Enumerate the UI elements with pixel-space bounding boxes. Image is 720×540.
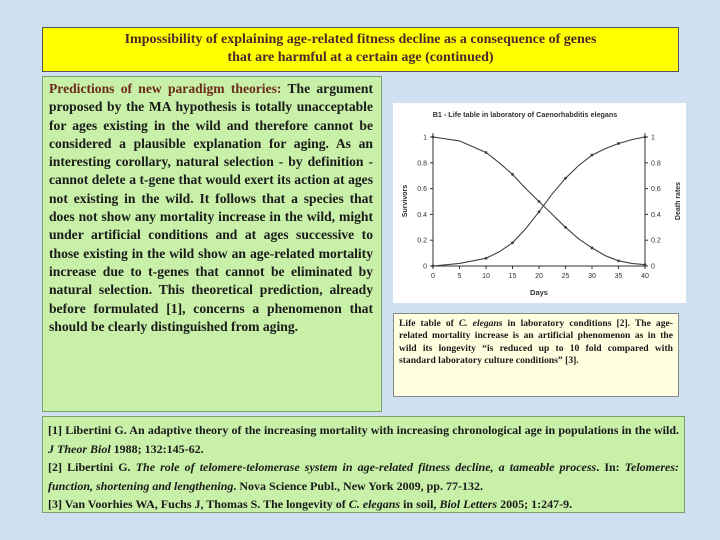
- y2-tick-label: 0.2: [651, 237, 661, 245]
- ref3-volume: 2005; 1:247-9.: [497, 497, 573, 512]
- ref2-publisher: . Nova Science Publ., New York 2009, pp. 77-132.: [233, 478, 483, 493]
- ref2-in: . In:: [596, 460, 625, 475]
- y-tick-label: 0.8: [417, 160, 427, 168]
- death-rates-point: [432, 265, 435, 268]
- survivors-point: [564, 226, 567, 229]
- ref3-author: [3] Van Voorhies WA, Fuchs J, Thomas S. The longevity of: [48, 497, 349, 512]
- x-tick-label: 0: [431, 273, 435, 280]
- x-tick-label: 25: [561, 273, 570, 280]
- chart-x-label: Days: [530, 288, 548, 297]
- ref1-volume: 1988; 132:145-62.: [110, 441, 204, 456]
- y-tick-label: 1: [423, 134, 427, 142]
- y-tick-label: 0.4: [417, 211, 427, 219]
- ref2-book: Telomeres: function, shortening and lengthening: [48, 460, 680, 493]
- slide-title: [42, 27, 679, 72]
- survivors-point: [617, 259, 620, 262]
- caption-text-b: in laboratory conditions [2]. The age-related mortality increase is an artificial phenomenon as in the wild its longevity “is reduced up to 10 fold compared with standard laboratory culture conditions” [3].: [399, 318, 673, 367]
- reference-2: [48, 458, 679, 495]
- ref1-text: [1] Libertini G. An adaptive theory of the increasing mortality with increasing chronological age in populations in the wild.: [48, 423, 679, 437]
- main-text-a: The argument proposed by the MA hypothesis is totally unacceptable for ages existing in the wild and therefore cannot be considered a plausible explanation for aging. As an interesting corollary, natural selection - by definition - cannot delete a t-gene that would exert its action at ages not existing in the wild. It follows that a species that does not show any mortality increase in the wild, might under artificial conditions and at ages successive to those existing in the wild show an age-related mortality increase due to t-genes that cannot be eliminated by natural selection. This theoretical prediction, already before formulated: [49, 81, 373, 316]
- x-tick-label: 15: [508, 273, 517, 280]
- main-text-box: [42, 76, 382, 412]
- main-lead: Predictions of new paradigm theories:: [49, 81, 282, 96]
- y2-tick-label: 0: [651, 263, 655, 271]
- y2-tick-label: 0.6: [651, 186, 661, 194]
- x-tick-label: 35: [614, 273, 623, 280]
- survivors-point: [485, 151, 488, 154]
- survivors-point: [511, 173, 514, 176]
- ref2-author: [2] Libertini G.: [48, 460, 136, 475]
- x-tick-label: 10: [482, 273, 490, 280]
- main-ref-link: [1]: [166, 300, 183, 316]
- y-tick-label: 0: [423, 263, 427, 271]
- title-line-1: Impossibility of explaining age-related fitness decline as a consequence of genes: [124, 32, 597, 47]
- life-table-chart: [393, 103, 686, 303]
- x-tick-label: 5: [457, 273, 462, 280]
- ref3-journal: Biol Letters: [439, 497, 498, 512]
- references-box: [42, 416, 685, 513]
- ref2-title: The role of telomere-telomerase system in age-related fitness decline, a tameable process: [135, 460, 597, 475]
- chart-panel: [393, 103, 686, 303]
- ref1-journal: J Theor Biol: [48, 441, 111, 456]
- death-rates-point: [644, 136, 647, 139]
- x-tick-label: 20: [535, 273, 543, 280]
- death-rates-point: [617, 142, 620, 145]
- main-text-b: , concerns a phenomenon that should be clearly distinguished from aging.: [49, 300, 373, 334]
- reference-3: [48, 495, 679, 514]
- caption-species: C. elegans: [458, 318, 503, 329]
- figure-caption: [393, 313, 679, 397]
- y-tick-label: 0.2: [417, 237, 427, 245]
- death-rates-point: [591, 154, 594, 157]
- survivors-point: [591, 247, 594, 250]
- ref3-in: in soil,: [400, 497, 440, 512]
- survivors-point: [644, 263, 647, 266]
- title-line-2: that are harmful at a certain age (continued): [227, 50, 494, 65]
- x-tick-label: 40: [641, 273, 649, 280]
- y2-tick-label: 0.8: [651, 160, 661, 168]
- reference-1: [48, 421, 679, 458]
- survivors-point: [538, 200, 541, 203]
- x-tick-label: 30: [588, 273, 596, 280]
- y-tick-label: 0.6: [417, 186, 427, 194]
- death-rates-point: [485, 257, 488, 260]
- y2-tick-label: 1: [651, 134, 655, 142]
- survivors-point: [432, 136, 435, 139]
- death-rates-point: [511, 241, 514, 244]
- death-rates-point: [564, 177, 567, 180]
- caption-text-a: Life table of: [399, 318, 459, 329]
- y2-tick-label: 0.4: [651, 211, 661, 219]
- chart-title: B1 - Life table in laboratory of Caenorhabditis elegans: [432, 110, 618, 119]
- ref3-species: C. elegans: [348, 497, 401, 512]
- chart-y2-label: Death rates: [675, 181, 682, 221]
- death-rates-point: [538, 210, 541, 213]
- chart-y-label: Survivors: [402, 184, 409, 218]
